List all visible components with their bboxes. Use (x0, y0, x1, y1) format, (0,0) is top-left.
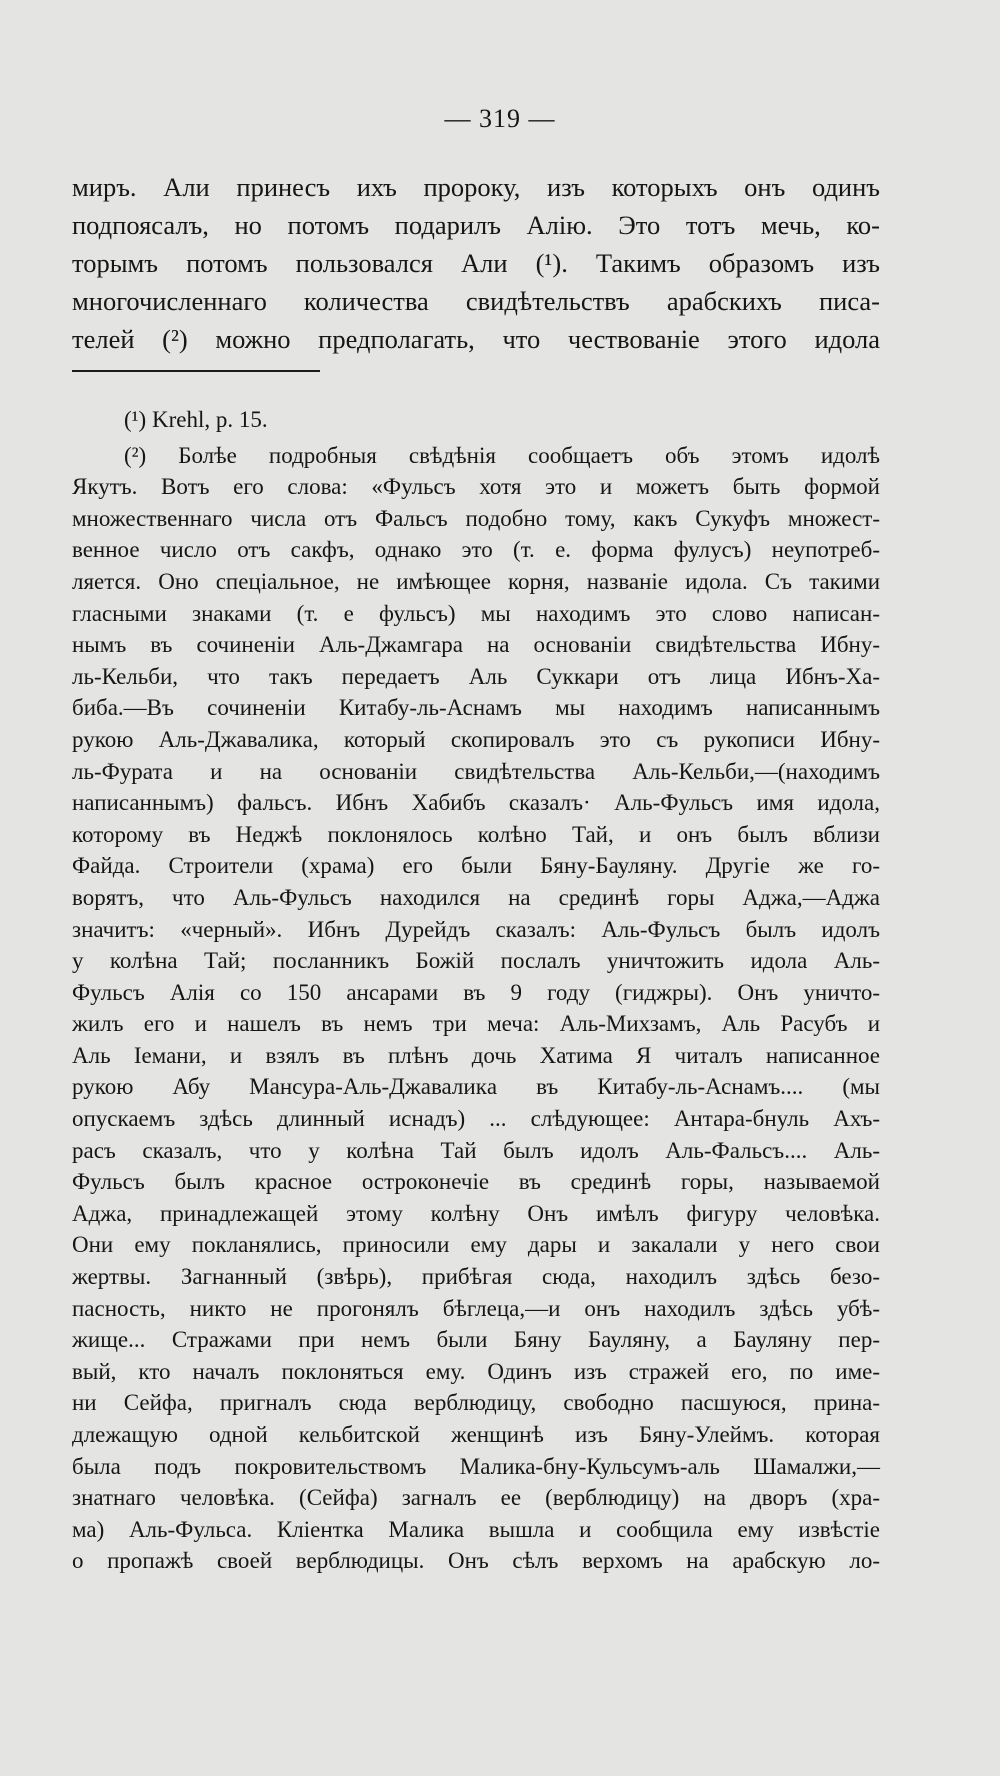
footnote-line: биба.—Въ сочиненіи Китабу-ль-Аснамъ мы находимъ написаннымъ (72, 695, 880, 721)
footnote-line: рукою Аль-Джаваликa, который скопировалъ это съ рукописи Ибну- (72, 726, 880, 752)
footnote-line: Файда. Строители (храма) его были Бяну-Бауляну. Другіе же го- (72, 853, 880, 879)
footnote-line: Фульсъ Алія со 150 ансарами въ 9 году (гиджры). Онъ уничто- (72, 979, 880, 1005)
footnote-line: написаннымъ) фальсъ. Ибнъ Хабибъ сказалъ· Аль-Фульсъ имя идола, (72, 790, 880, 816)
main-text (72, 168, 880, 358)
footnote-line: пасность, никто не прогонялъ бѣглеца,—и онъ находилъ здѣсь убѣ- (72, 1295, 880, 1321)
footnote-line: множественнаго числа отъ Фальсъ подобно тому, какъ Сукуфъ множест- (72, 505, 880, 531)
main-line: торымъ потомъ пользовался Али (¹). Такимъ образомъ изъ (72, 248, 880, 278)
footnote-line: была подъ покровительствомъ Малика-бну-Кульсумъ-аль Шамалжи,— (72, 1453, 880, 1479)
footnote-line: ворятъ, что Аль-Фульсъ находился на срединѣ горы Аджа,—Аджа (72, 884, 880, 910)
footnote-2 (72, 440, 880, 1577)
footnote-line: о пропажѣ своей верблюдицы. Онъ сѣлъ верхомъ на арабскую ло- (72, 1548, 880, 1574)
footnote-line: которому въ Неджѣ поклонялось колѣно Тай, и онъ былъ вблизи (72, 821, 880, 847)
footnote-1: (¹) Krehl, p. 15. (124, 407, 268, 432)
main-line: многочисленнаго количества свидѣтельствъ арабскихъ писа- (72, 286, 880, 316)
footnote-line: ль-Фурата и на основаніи свидѣтельства Аль-Кельби,—(находимъ (72, 758, 880, 784)
footnote-line: венное число отъ сакфъ, однако это (т. е. форма фулусъ) неупотреб- (72, 537, 880, 563)
footnote-line: Аджа, принадлежащей этому колѣну Онъ имѣлъ фигуру человѣка. (72, 1200, 880, 1226)
footnote-divider (72, 370, 320, 372)
footnote-line: рукою Абу Мансура-Аль-Джаваликa въ Китабу-ль-Аснамъ.... (мы (72, 1074, 880, 1100)
footnote-line: знатнаго человѣка. (Сейфа) загналъ ее (верблюдицу) на дворъ (хра- (72, 1485, 880, 1511)
footnote-line: ляется. Оно спеціальное, не имѣющее корня, названіе идола. Съ такими (72, 568, 880, 594)
footnote-line: длежащую одной кельбитской женщинѣ изъ Бяну-Улеймъ. которая (72, 1422, 880, 1447)
footnote-line: гласными знаками (т. е фульсъ) мы находимъ это слово написан- (72, 600, 880, 626)
footnote-line: нымъ въ сочиненіи Аль-Джамгара на основаніи свидѣтельства Ибну- (72, 632, 880, 658)
page-number: — 319 — (444, 104, 556, 133)
footnote-line: жище... Стражами при немъ были Бяну Бауляну, а Бауляну пер- (72, 1327, 880, 1353)
footnote-line: ма) Аль-Фульса. Кліентка Малика вышла и сообщила ему извѣстіе (72, 1516, 880, 1542)
footnote-line: (²) Болѣе подробныя свѣдѣнія сообщаетъ объ этомъ идолѣ (124, 442, 880, 468)
footnote-line: расъ сказалъ, что у колѣна Тай былъ идолъ Аль-Фальсъ.... Аль- (72, 1137, 880, 1163)
footnote-line: у колѣна Тай; посланникъ Божій послалъ уничтожить идола Аль- (72, 948, 880, 974)
footnote-line: ль-Кельби, что такъ передаетъ Аль Суккари отъ лица Ибнъ-Ха- (72, 663, 880, 689)
footnote-line: Они ему покланялись, приносили ему дары и закалали у него свои (72, 1232, 880, 1258)
main-line: подпоясалъ, но потомъ подарилъ Алію. Это тотъ мечь, ко- (72, 210, 880, 240)
footnote-line: опускаемъ здѣсь длинный иснадъ) ... слѣдующее: Антара-бнуль Ахъ- (72, 1106, 880, 1132)
footnote-line: жилъ его и нашелъ въ немъ три меча: Аль-Михзамъ, Аль Расубъ и (72, 1011, 880, 1037)
footnotes (72, 404, 880, 1577)
footnote-line: Фульсъ былъ красное остроконечіе въ срединѣ горы, называемой (72, 1169, 880, 1195)
main-line: телей (²) можно предполагать, что чествованіе этого идола (72, 324, 880, 354)
footnote-line: вый, кто началъ поклоняться ему. Одинъ изъ стражей его, по име- (72, 1358, 880, 1384)
main-line: миръ. Али принесъ ихъ пророку, изъ которыхъ онъ одинъ (72, 172, 880, 202)
footnote-line: Аль Іемани, и взялъ въ плѣнъ дочь Хатима Я читалъ написанное (72, 1042, 880, 1068)
footnote-line: Якутъ. Вотъ его слова: «Фульсъ хотя это и можетъ быть формой (72, 474, 880, 500)
footnote-line: жертвы. Загнанный (звѣрь), прибѣгая сюда, находилъ здѣсь безо- (72, 1264, 880, 1290)
footnote-line: значитъ: «черный». Ибнъ Дурейдъ сказалъ: Аль-Фульсъ былъ идолъ (72, 916, 880, 942)
footnote-line: ни Сейфа, пригналъ сюда верблюдицу, свободно пасшуюся, прина- (72, 1390, 880, 1416)
